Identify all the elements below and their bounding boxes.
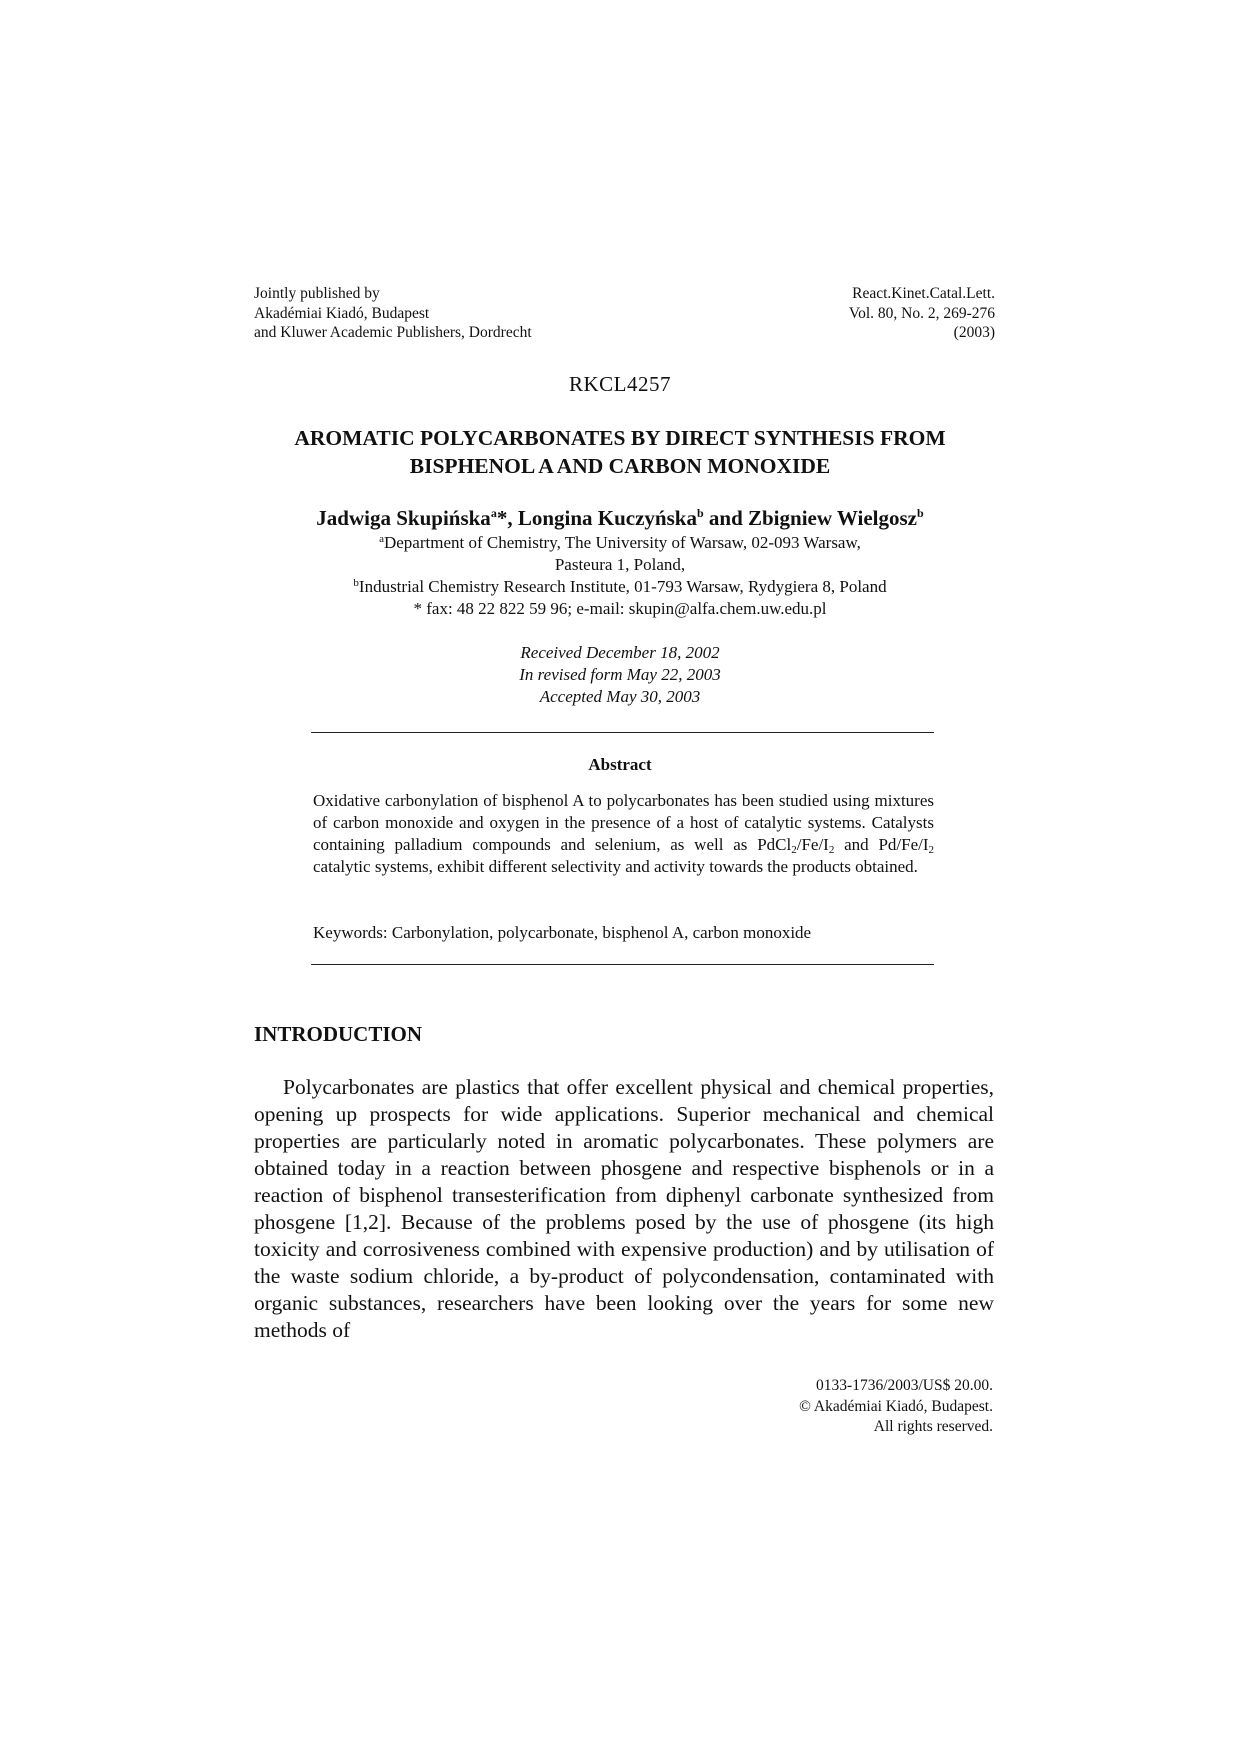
author-list	[0, 506, 1240, 531]
corresponding-mark: *,	[496, 506, 518, 530]
abstract-top-rule	[311, 732, 934, 733]
publisher-info	[254, 284, 532, 343]
abstract-part: catalytic systems, exhibit different selectivity and activity towards the products obtained.	[313, 857, 918, 876]
publisher-line: Jointly published by	[254, 285, 380, 302]
footer-line: All rights reserved.	[873, 1418, 993, 1435]
author-name: Longina Kuczyńska	[517, 506, 697, 530]
author-name: Zbigniew Wielgosz	[748, 506, 917, 530]
affiliation-a-cont: Pasteura 1, Poland,	[554, 555, 686, 574]
author-separator: and	[703, 506, 748, 530]
abstract-text	[313, 790, 934, 878]
affiliation-a	[0, 532, 1240, 554]
journal-line: (2003)	[953, 324, 995, 341]
contact-info: * fax: 48 22 822 59 96; e-mail: skupin@alfa.chem.uw.edu.pl	[413, 599, 827, 618]
article-code: RKCL4257	[568, 372, 671, 396]
section-heading: INTRODUCTION	[254, 1022, 423, 1046]
affiliation-mark: b	[353, 577, 359, 589]
affiliation-mark: b	[917, 506, 924, 520]
submission-dates	[0, 642, 1240, 708]
paper-title	[0, 424, 1240, 480]
subscript: 2	[791, 844, 797, 856]
publisher-line: Akadémiai Kiadó, Budapest	[254, 304, 430, 322]
affiliation-text: Department of Chemistry, The University of Warsaw, 02-093 Warsaw,	[383, 533, 861, 552]
abstract-bottom-rule	[311, 964, 934, 965]
journal-line: Vol. 80, No. 2, 269-276	[848, 304, 995, 322]
keywords: Keywords: Carbonylation, polycarbonate, bisphenol A, carbon monoxide	[313, 923, 812, 942]
author-name: Jadwiga Skupińska	[316, 506, 491, 530]
abstract-part: and Pd/Fe/I	[834, 835, 929, 854]
abstract-heading: Abstract	[588, 755, 652, 774]
publisher-line: and Kluwer Academic Publishers, Dordrecht	[254, 324, 532, 341]
footer-line: © Akadémiai Kiadó, Budapest.	[799, 1397, 993, 1415]
subscript: 2	[928, 844, 935, 856]
affiliation-text: Industrial Chemistry Research Institute, 01-793 Warsaw, Rydygiera 8, Poland	[358, 577, 887, 596]
date-revised: In revised form May 22, 2003	[519, 665, 721, 684]
journal-citation	[849, 284, 995, 343]
title-line: BISPHENOL A AND CARBON MONOXIDE	[409, 454, 831, 478]
affiliation-mark: a	[379, 533, 384, 545]
affiliations	[0, 532, 1240, 620]
subscript: 2	[828, 844, 835, 856]
formula: /Fe/I	[796, 835, 829, 854]
journal-line: React.Kinet.Catal.Lett.	[852, 285, 995, 302]
affiliation-mark: b	[696, 506, 704, 520]
abstract-part: Oxidative carbonylation of bisphenol A to polycarbonates has been studied using mixtures of carbon monoxide and oxygen in the presence of a host of catalytic systems. Catalysts containing palladium compounds and selenium, as well as	[313, 791, 934, 854]
footer-line: 0133-1736/2003/US$ 20.00.	[816, 1377, 993, 1394]
affiliation-b	[0, 576, 1240, 598]
affiliation-mark: a	[490, 506, 497, 520]
copyright-footer	[799, 1376, 993, 1438]
date-accepted: Accepted May 30, 2003	[539, 687, 701, 706]
date-received: Received December 18, 2002	[520, 643, 720, 662]
title-line: AROMATIC POLYCARBONATES BY DIRECT SYNTHESIS FROM	[294, 426, 946, 450]
formula: PdCl	[757, 835, 792, 854]
introduction-paragraph: Polycarbonates are plastics that offer excellent physical and chemical properties, opening up prospects for wide applications. Superior mechanical and chemical properties are particularly noted in aromatic polycarbonates. These polymers are obtained today in a reaction between phosgene and respective bisphenols or in a reaction of bisphenol transesterification from diphenyl carbonate synthesized from phosgene [1,2]. Because of the problems posed by the use of phosgene (its high toxicity and corrosiveness combined with expensive production) and by utilisation of the waste sodium chloride, a by-product of polycondensation, contaminated with organic substances, researchers have been looking over the years for some new methods of	[254, 1075, 994, 1342]
